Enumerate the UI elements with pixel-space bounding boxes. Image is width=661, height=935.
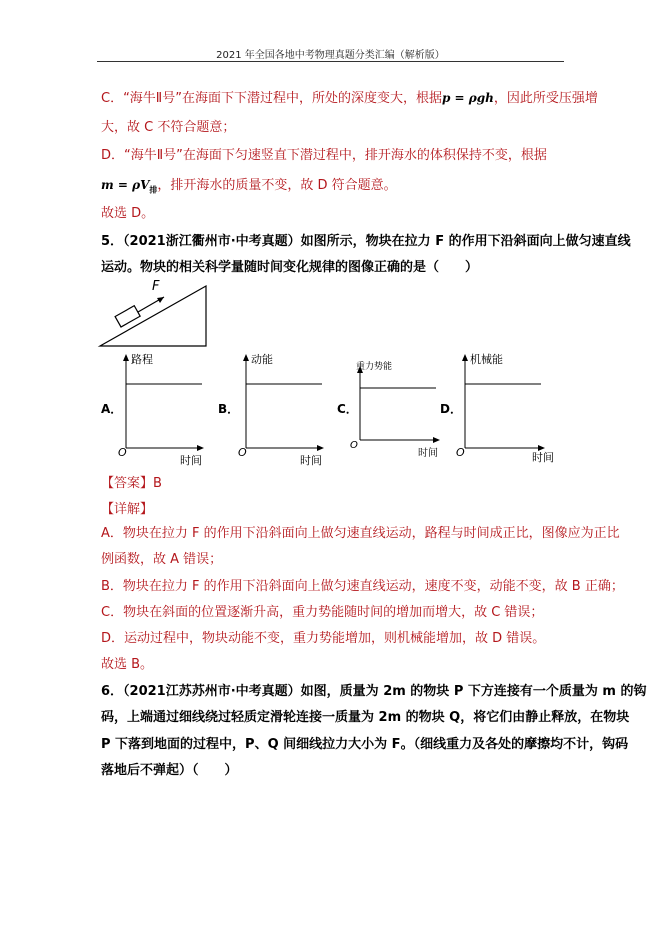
explain-c-line2: 大，故 C 不符合题意； (101, 120, 236, 135)
incline-figure (96, 278, 212, 350)
q5-explain-a1: A．物块在拉力 F 的作用下沿斜面向上做匀速直线运动，路程与时间成正比，图像应为正比 (101, 526, 620, 541)
graph-a-xlabel: 时间 (180, 454, 202, 466)
option-b-letter[interactable]: B． (218, 402, 240, 416)
explain-d-line2 (101, 176, 397, 198)
header-divider (97, 61, 564, 62)
graph-a-origin: O (118, 446, 127, 459)
graph-c-origin: O (350, 440, 358, 451)
q5-stem-line1: 5．（2021浙江衢州市·中考真题）如图所示，物块在拉力 F 的作用下沿斜面向上做匀速直线 (101, 234, 631, 249)
q6-line3: P 下落到地面的过程中，P、Q 间细线拉力大小为 F。（细线重力及各处的摩擦均不计，钩码 (101, 737, 629, 752)
graph-a-ylabel: 路程 (131, 353, 153, 366)
graph-c-ylabel: 重力势能 (356, 362, 393, 372)
graph-c-xlabel: 时间 (418, 448, 438, 459)
explain-c-line1 (101, 89, 598, 108)
graph-d-xlabel: 时间 (532, 451, 554, 464)
explain-d-text-b: ，排开海水的质量不变，故 D 符合题意。 (157, 178, 397, 193)
block (115, 306, 140, 327)
y-arrow-icon (243, 354, 249, 361)
force-label: F (152, 279, 160, 294)
prev-conclusion: 故选 D。 (101, 206, 155, 221)
explain-c-text-b: ，因此所受压强增 (493, 91, 598, 106)
q5-explain-d: D．运动过程中，物块动能不变，重力势能增加，则机械能增加，故 D 错误。 (101, 631, 546, 646)
mass-formula (101, 178, 158, 195)
graph-c (348, 352, 448, 460)
graph-b (238, 348, 330, 466)
q6-line1: 6．（2021江苏苏州市·中考真题）如图，质量为 2m 的物块 P 下方连接有一个质量为 m 的钩 (101, 684, 647, 699)
graph-d-origin: O (456, 446, 465, 459)
graph-a (118, 348, 210, 466)
y-arrow-icon (462, 354, 468, 361)
x-arrow-icon (433, 437, 440, 443)
q5-explain-c: C．物块在斜面的位置逐渐升高，重力势能随时间的增加而增大，故 C 错误； (101, 605, 544, 620)
q5-stem-line2: 运动。物块的相关科学量随时间变化规律的图像正确的是（ ） (101, 260, 479, 275)
x-arrow-icon (317, 445, 324, 451)
graph-b-ylabel: 动能 (251, 353, 273, 366)
option-c-letter[interactable]: C． (337, 402, 358, 416)
explain-d-line1: D．“海牛Ⅱ号”在海面下匀速竖直下潜过程中，排开海水的体积保持不变，根据 (101, 148, 547, 163)
q5-detail-title: 【详解】 (101, 502, 154, 517)
q5-answer: 【答案】B (101, 476, 162, 491)
x-arrow-icon (197, 445, 204, 451)
graph-d (455, 348, 559, 466)
option-a-letter[interactable]: A． (101, 402, 123, 416)
explain-c-text-a: C．“海牛Ⅱ号”在海面下下潜过程中，所处的深度变大，根据 (101, 91, 442, 106)
graph-b-origin: O (238, 446, 247, 459)
q5-explain-b: B．物块在拉力 F 的作用下沿斜面向上做匀速直线运动，速度不变，动能不变，故 B 正确； (101, 579, 624, 594)
mass-formula-sub: 排 (149, 184, 158, 195)
option-d-letter[interactable]: D． (440, 402, 462, 416)
graph-b-xlabel: 时间 (300, 454, 322, 466)
q5-conclusion: 故选 B。 (101, 657, 154, 672)
y-arrow-icon (123, 354, 129, 361)
mass-formula-main: m = ρV (101, 178, 150, 192)
q6-line2: 码，上端通过细线绕过轻质定滑轮连接一质量为 2m 的物块 Q，将它们由静止释放，在物块 (101, 710, 630, 725)
graph-d-ylabel: 机械能 (470, 353, 503, 366)
page-header: 2021 年全国各地中考物理真题分类汇编（解析版） (216, 50, 445, 61)
q5-explain-a2: 例函数，故 A 错误； (101, 552, 223, 567)
q6-line4: 落地后不弹起）（ ） (101, 763, 238, 778)
pressure-formula: p = ρgh (441, 91, 494, 105)
